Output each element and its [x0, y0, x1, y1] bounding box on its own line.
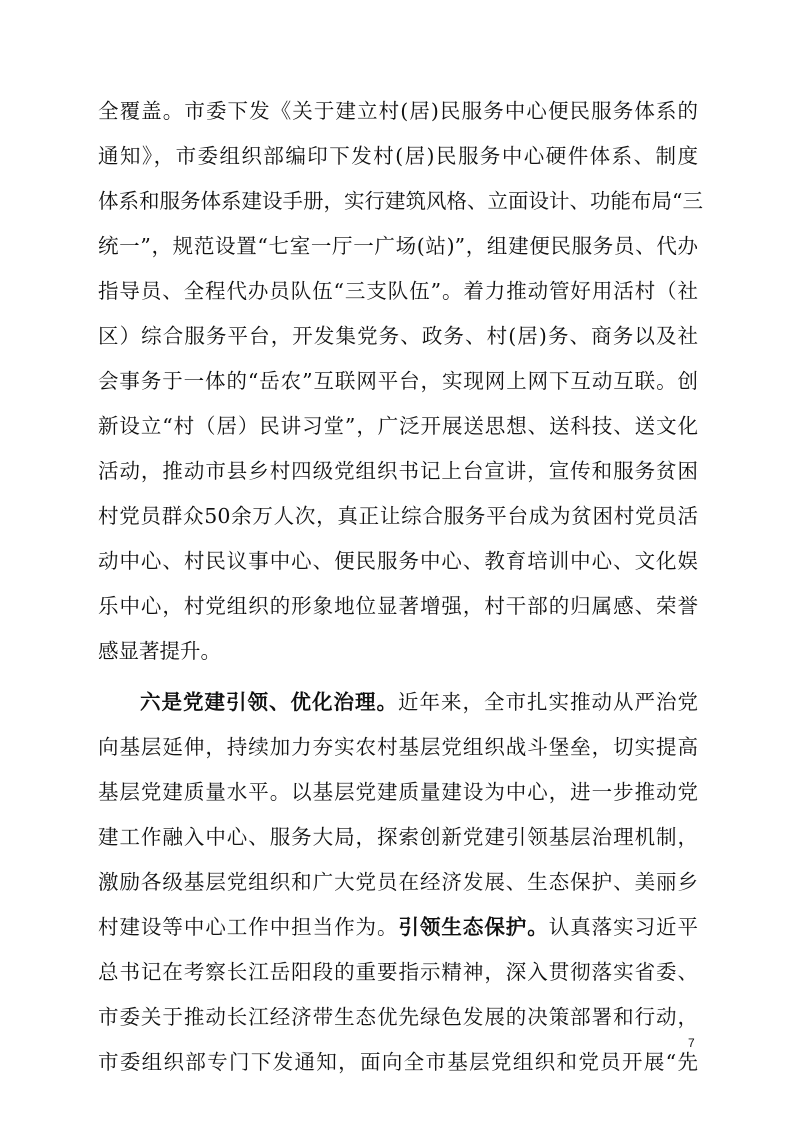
section-heading: 六是党建引领、优化治理。 [140, 690, 398, 714]
inline-heading: 引领生态保护。 [398, 915, 549, 939]
text-line: 向基层延伸，持续加力夯实农村基层党组织战斗堡垒，切实提高 [98, 735, 698, 759]
text-line: 激励各级基层党组织和广大党员在经济发展、生态保护、美丽乡 [98, 870, 698, 894]
text-line: 市委组织部专门下发通知，面向全市基层党组织和党员开展“先 [98, 1050, 698, 1074]
text-line: 建工作融入中心、服务大局，探索创新党建引领基层治理机制， [98, 825, 698, 849]
text-line: 体系和服务体系建设手册，实行建筑风格、立面设计、功能布局“三 [98, 189, 703, 213]
text-line: 统一”，规范设置“七室一厅一广场(站)”，组建便民服务员、代办 [98, 234, 698, 258]
page-number: 7 [688, 1036, 695, 1050]
text-line: 通知》，市委组织部编印下发村(居)民服务中心硬件体系、制度 [98, 144, 698, 168]
text-span: 认真落实习近平 [548, 915, 699, 939]
text-line: 感显著提升。 [98, 639, 221, 663]
text-line: 会事务于一体的“岳农”互联网平台，实现网上网下互动互联。创 [98, 369, 698, 393]
text-line: 活动，推动市县乡村四级党组织书记上台宣讲，宣传和服务贫困 [98, 459, 698, 483]
text-line: 全覆盖。市委下发《关于建立村(居)民服务中心便民服务体系的 [98, 99, 698, 123]
text-line [98, 912, 698, 942]
text-line: 新设立“村（居）民讲习堂”，广泛开展送思想、送科技、送文化 [98, 414, 698, 438]
text-line: 区）综合服务平台，开发集党务、政务、村(居)务、商务以及社 [98, 324, 698, 348]
text-line: 村党员群众50余万人次，真正让综合服务平台成为贫困村党员活 [98, 504, 698, 528]
text-line: 市委关于推动长江经济带生态优先绿色发展的决策部署和行动， [98, 1005, 698, 1029]
text-line: 动中心、村民议事中心、便民服务中心、教育培训中心、文化娱 [98, 549, 698, 573]
text-line [140, 687, 698, 717]
text-span: 村建设等中心工作中担当作为。 [98, 915, 399, 939]
text-line: 乐中心，村党组织的形象地位显著增强，村干部的归属感、荣誉 [98, 594, 698, 618]
text-line: 指导员、全程代办员队伍“三支队伍”。着力推动管好用活村（社 [98, 279, 698, 303]
text-line: 总书记在考察长江岳阳段的重要指示精神，深入贯彻落实省委、 [98, 960, 698, 984]
text-span: 近年来，全市扎实推动从严治党 [398, 690, 698, 714]
text-line: 基层党建质量水平。以基层党建质量建设为中心，进一步推动党 [98, 780, 698, 804]
